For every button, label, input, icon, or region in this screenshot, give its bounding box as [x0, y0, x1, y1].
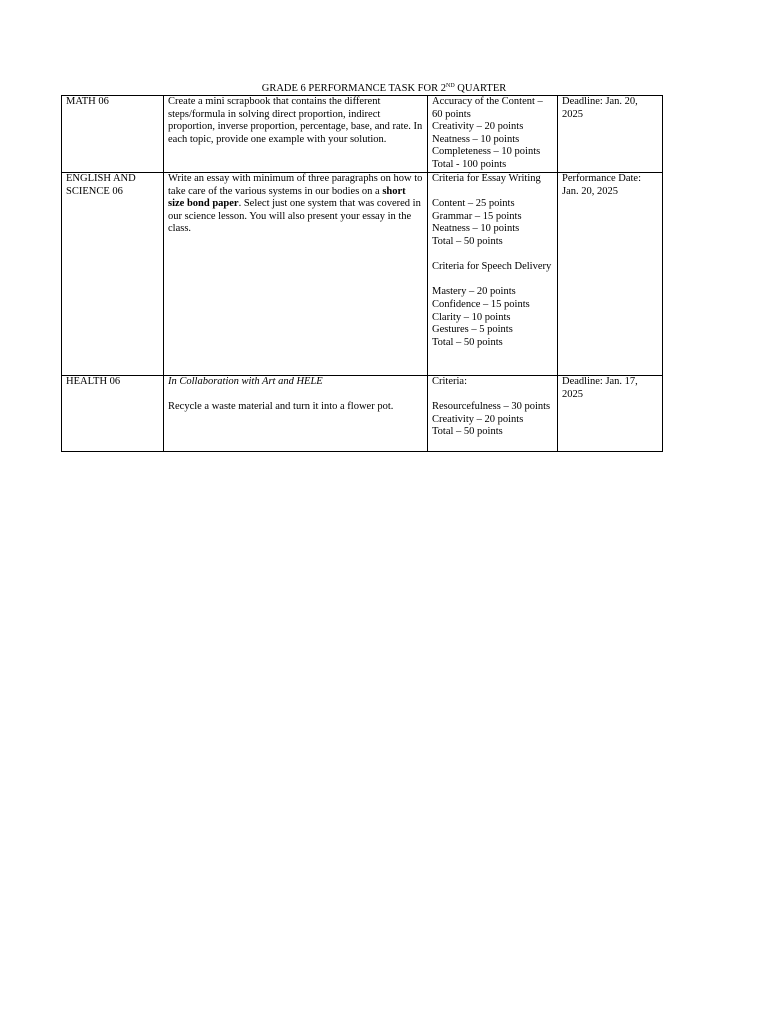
title-superscript: ND — [445, 83, 455, 89]
criteria-cell — [428, 96, 558, 173]
deadline-text: Deadline: Jan. 17, 2025 — [562, 376, 638, 400]
criteria-item: Completeness – 10 points — [432, 146, 541, 158]
criteria-cell — [428, 173, 558, 376]
task-description: Recycle a waste material and turn it into a flower pot. — [168, 401, 394, 413]
task-description-part1: Write an essay with minimum of three paragraphs on how to take care of the various systems in our bodies on a — [168, 173, 423, 197]
criteria-item: Grammar – 15 points — [432, 210, 522, 222]
spacer — [168, 389, 423, 402]
subject-label: MATH 06 — [66, 96, 109, 107]
collaboration-note: In Collaboration with Art and HELE — [168, 376, 323, 387]
criteria-item: Mastery – 20 points — [432, 286, 516, 298]
subject-label: ENGLISH AND SCIENCE 06 — [66, 173, 136, 197]
subject-cell — [62, 96, 164, 173]
title-prefix: GRADE 6 PERFORMANCE TASK FOR 2 — [261, 83, 446, 94]
title-suffix: QUARTER — [454, 83, 507, 94]
criteria-total: Total – 50 points — [432, 336, 503, 348]
criteria-item: Clarity – 10 points — [432, 311, 511, 323]
table-row-english-science — [62, 173, 663, 376]
spacer — [432, 274, 553, 287]
task-cell — [164, 96, 428, 173]
page-title — [0, 82, 768, 95]
task-cell — [164, 376, 428, 452]
performance-task-table — [61, 95, 663, 452]
subject-cell — [62, 173, 164, 376]
criteria-total: Total – 50 points — [432, 235, 503, 247]
table-row-health — [62, 376, 663, 452]
spacer — [432, 186, 553, 199]
subject-cell — [62, 376, 164, 452]
task-description-bold: short size bond paper — [168, 185, 406, 210]
criteria-item: Creativity – 20 points — [432, 413, 524, 425]
criteria-cell — [428, 376, 558, 452]
spacer — [432, 389, 553, 402]
table-row-math — [62, 96, 663, 173]
deadline-text: Performance Date: Jan. 20, 2025 — [562, 173, 642, 197]
criteria-item: Confidence – 15 points — [432, 298, 530, 310]
criteria-item: Neatness – 10 points — [432, 223, 520, 235]
criteria-item: Resourcefulness – 30 points — [432, 401, 551, 413]
criteria-total: Total – 50 points — [432, 426, 503, 438]
criteria-heading-speech: Criteria for Speech Delivery — [432, 261, 552, 273]
criteria-item: Content – 25 points — [432, 198, 515, 210]
task-cell — [164, 173, 428, 376]
criteria-item: Gestures – 5 points — [432, 324, 513, 336]
criteria-heading: Criteria: — [432, 376, 467, 387]
criteria-item: Accuracy of the Content – 60 points — [432, 96, 546, 120]
criteria-heading-essay: Criteria for Essay Writing — [432, 173, 541, 184]
task-description-part2: . Select just one system that was covered in our science lesson. You will also present your essay in the class. — [168, 198, 421, 235]
deadline-text: Deadline: Jan. 20, 2025 — [562, 96, 638, 120]
criteria-total: Total - 100 points — [432, 158, 507, 170]
deadline-cell — [558, 376, 663, 452]
subject-label: HEALTH 06 — [66, 376, 121, 387]
spacer — [432, 249, 553, 262]
criteria-item: Neatness – 10 points — [432, 133, 520, 145]
deadline-cell — [558, 173, 663, 376]
deadline-cell — [558, 96, 663, 173]
task-description: Create a mini scrapbook that contains the different steps/formula in solving direct proportion, indirect proportion, inverse proportion, percentage, base, and rate. In each topic, provide one example with your solution. — [168, 96, 423, 145]
criteria-item: Creativity – 20 points — [432, 121, 524, 133]
